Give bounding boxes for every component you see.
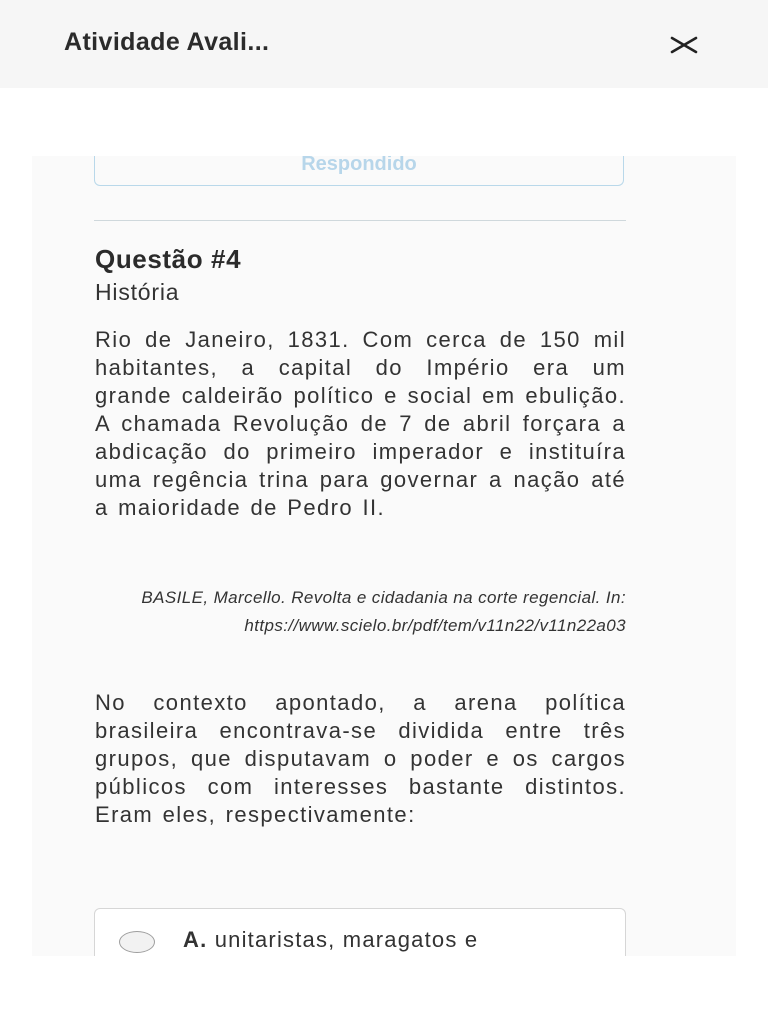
question-scroll-area[interactable]: [32, 156, 736, 956]
option-letter: A.: [183, 927, 208, 952]
option-a[interactable]: [94, 908, 626, 956]
question-subject: História: [95, 279, 180, 305]
answered-button[interactable]: Respondido: [94, 156, 624, 186]
option-label: unitaristas, maragatos e: [214, 927, 479, 952]
close-button[interactable]: [664, 28, 704, 62]
source-citation: BASILE, Marcello. Revolta e cidadania na corte regencial. In: https://www.scielo.br/pdf/tem/v11n22/v11n22a03: [141, 588, 626, 635]
divider: [94, 220, 626, 221]
question-title: Questão #4: [95, 244, 242, 274]
page-title: Atividade Avali...: [64, 28, 270, 56]
question-prompt: No contexto apontado, a arena política brasileira encontrava-se dividida entre três grupos, que disputavam o poder e os cargos públicos com interesses bastante distintos. Eram eles, respectivamente:: [95, 690, 626, 827]
radio-button[interactable]: [119, 931, 155, 953]
close-icon: [664, 28, 704, 62]
footer-space: [0, 956, 768, 1024]
top-bar: [0, 0, 768, 88]
question-text: Rio de Janeiro, 1831. Com cerca de 150 mil habitantes, a capital do Império era um grande caldeirão político e social em ebulição. A chamada Revolução de 7 de abril forçara a abdicação do primeiro imperador e instituíra uma regência trina para governar a nação até a maioridade de Pedro II.: [95, 327, 626, 520]
option-a-text: [183, 927, 603, 953]
